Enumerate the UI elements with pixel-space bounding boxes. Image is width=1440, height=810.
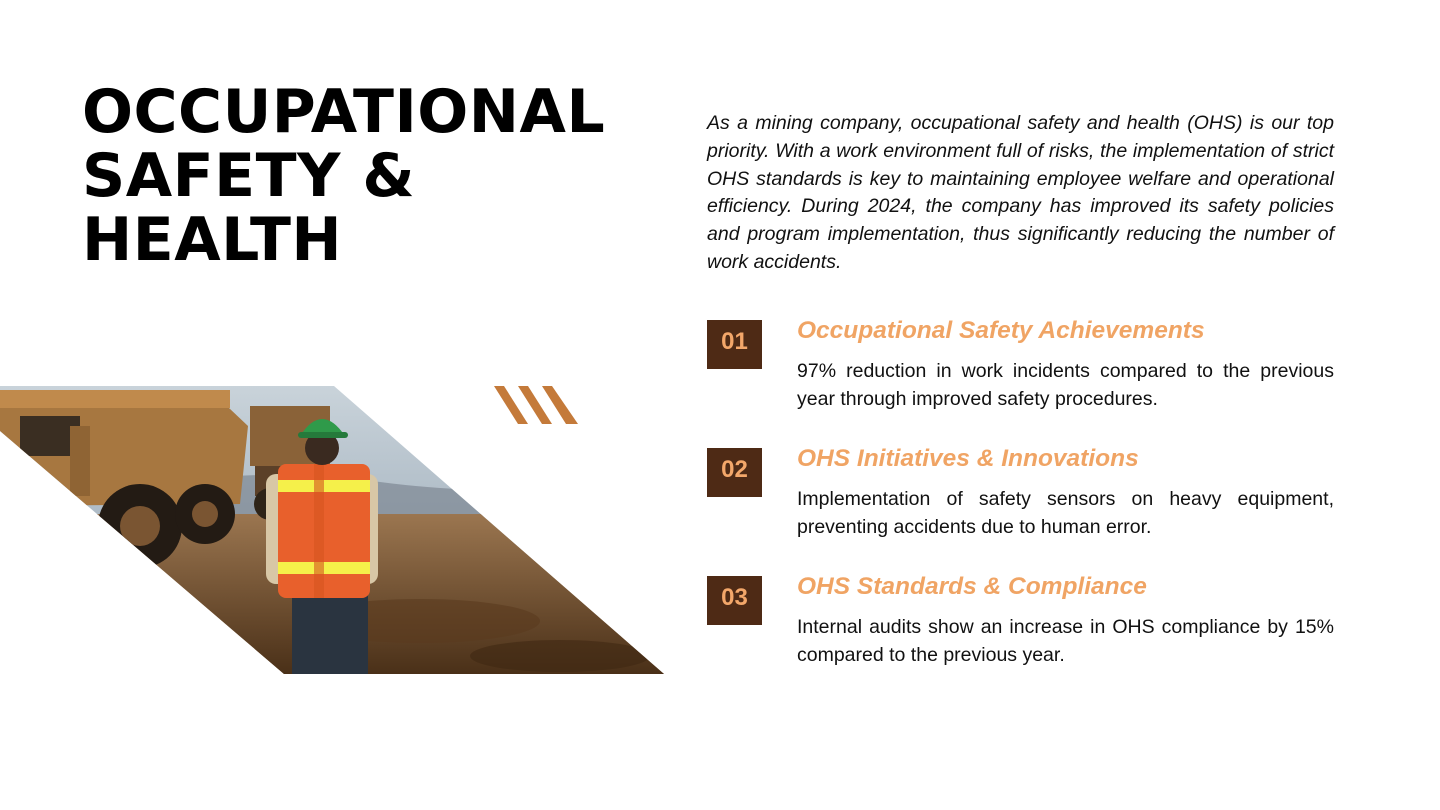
item-heading: OHS Initiatives & Innovations [797,445,1139,472]
item-description: Internal audits show an increase in OHS compliance by 15% compared to the previous year. [797,616,1334,666]
item-number-badge: 01 [707,320,762,369]
page-title [82,77,642,275]
item-occupational-safety-achievements [707,317,1334,430]
mining-worker-photo [0,386,664,674]
item-number-badge: 03 [707,576,762,625]
item-heading: Occupational Safety Achievements [797,317,1205,344]
intro-paragraph: As a mining company, occupational safety and health (OHS) is our top priority. With a work environment full of risks, the implementation of strict OHS standards is key to maintaining employee welfare and operational efficiency. During 2024, the company has improved its safety policies and program implementation, thus significantly reducing the number of work accidents. [707,112,1334,273]
item-heading: OHS Standards & Compliance [797,573,1147,600]
item-ohs-initiatives-innovations [707,445,1334,558]
title-line-1: OCCUPATIONAL [82,77,606,147]
item-description: 97% reduction in work incidents compared to the previous year through improved safety procedures. [797,360,1334,410]
title-line-2: SAFETY & [82,141,416,211]
item-ohs-standards-compliance [707,573,1334,686]
item-description: Implementation of safety sensors on heavy equipment, preventing accidents due to human error. [797,488,1334,538]
item-number-badge: 02 [707,448,762,497]
title-line-3: HEALTH [82,205,343,275]
slash-decoration [494,386,580,424]
